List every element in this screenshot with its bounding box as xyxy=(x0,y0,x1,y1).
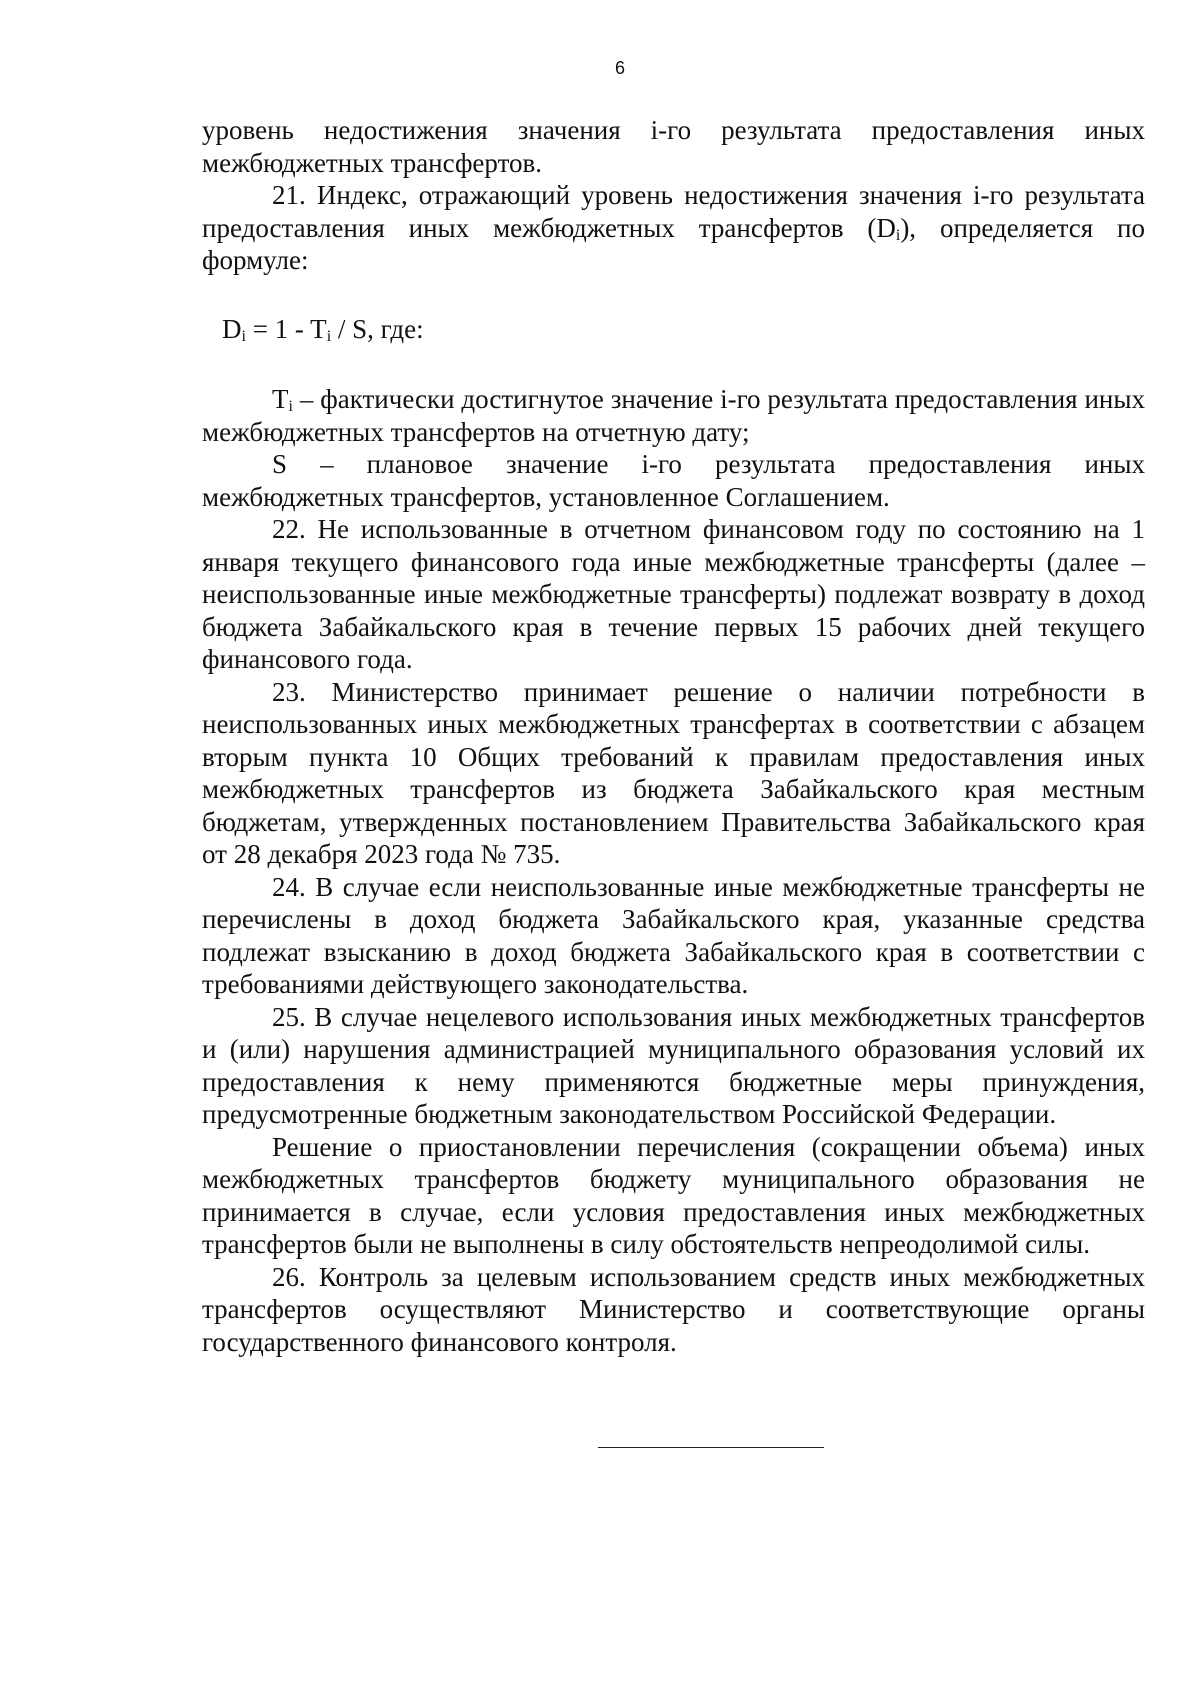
paragraph-25-second: Решение о приостановлении перечисления (сокращении объема) иных межбюджетных трансфертов бюджету муниципального образования не принимается в случае, если условия предоставления иных межбюджетных трансфертов были не выполнены в силу обстоятельств непреодолимой силы. xyxy=(202,1131,1145,1259)
paragraph-21 xyxy=(202,179,1145,277)
definition-t xyxy=(202,383,1145,448)
formula xyxy=(202,313,1145,346)
paragraph-21-end: ), определяется по формуле: xyxy=(202,212,1145,275)
end-of-document-rule xyxy=(598,1447,824,1448)
paragraph-23: 23. Министерство принимает решение о наличии потребности в неиспользованных иных межбюджетных трансфертах в соответствии с абзацем вторым пункта 10 Общих требований к правилам предоставления иных межбюджетных трансфертов из бюджета Забайкальского края местным бюджетам, утвержденных постановлением Правительства Забайкальского края от 28 декабря 2023 года № 735. xyxy=(202,676,1145,869)
formula-d-subscript: i xyxy=(241,327,246,345)
paragraph-21-text: 21. Индекс, отражающий уровень недостижения значения i-го результата предоставления иных межбюджетных трансфертов (D xyxy=(202,180,1145,243)
paragraph-continuation: уровень недостижения значения i-го результата предоставления иных межбюджетных трансфертов. xyxy=(202,115,1145,178)
definition-t-symbol: T xyxy=(272,384,289,414)
formula-t-subscript: i xyxy=(326,327,332,345)
document-body xyxy=(202,114,1145,1358)
definition-t-text: – фактически достигнутое значение i-го результата предоставления иных межбюджетных трансфертов на отчетную дату; xyxy=(202,384,1145,447)
page-number: 6 xyxy=(614,58,625,78)
formula-tail: / S, где: xyxy=(331,313,424,344)
definition-t-subscript: i xyxy=(288,398,293,415)
definition-s: S – плановое значение i-го результата предоставления иных межбюджетных трансфертов, установленное Соглашением. xyxy=(202,449,1145,512)
formula-middle: = 1 - T xyxy=(245,313,327,344)
paragraph-25: 25. В случае нецелевого использования иных межбюджетных трансфертов и (или) нарушения администрацией муниципального образования условий их предоставления к нему применяются бюджетные меры принуждения, предусмотренные бюджетным законодательством Российской Федерации. xyxy=(202,1001,1145,1129)
paragraph-26: 26. Контроль за целевым использованием средств иных межбюджетных трансфертов осуществляют Министерство и соответствующие органы государственного финансового контроля. xyxy=(202,1261,1145,1357)
paragraph-24: 24. В случае если неиспользованные иные межбюджетные трансферты не перечислены в доход бюджета Забайкальского края, указанные средства подлежат взысканию в доход бюджета Забайкальского края в соответствии с требованиями действующего законодательства. xyxy=(202,871,1145,999)
paragraph-21-subscript: i xyxy=(895,226,901,244)
formula-d: D xyxy=(222,313,242,344)
paragraph-22: 22. Не использованные в отчетном финансовом году по состоянию на 1 января текущего финансового года иные межбюджетные трансферты (далее – неиспользованные иные межбюджетные трансферты) подлежат возврату в доход бюджета Забайкальского края в течение первых 15 рабочих дней текущего финансового года. xyxy=(202,514,1145,674)
